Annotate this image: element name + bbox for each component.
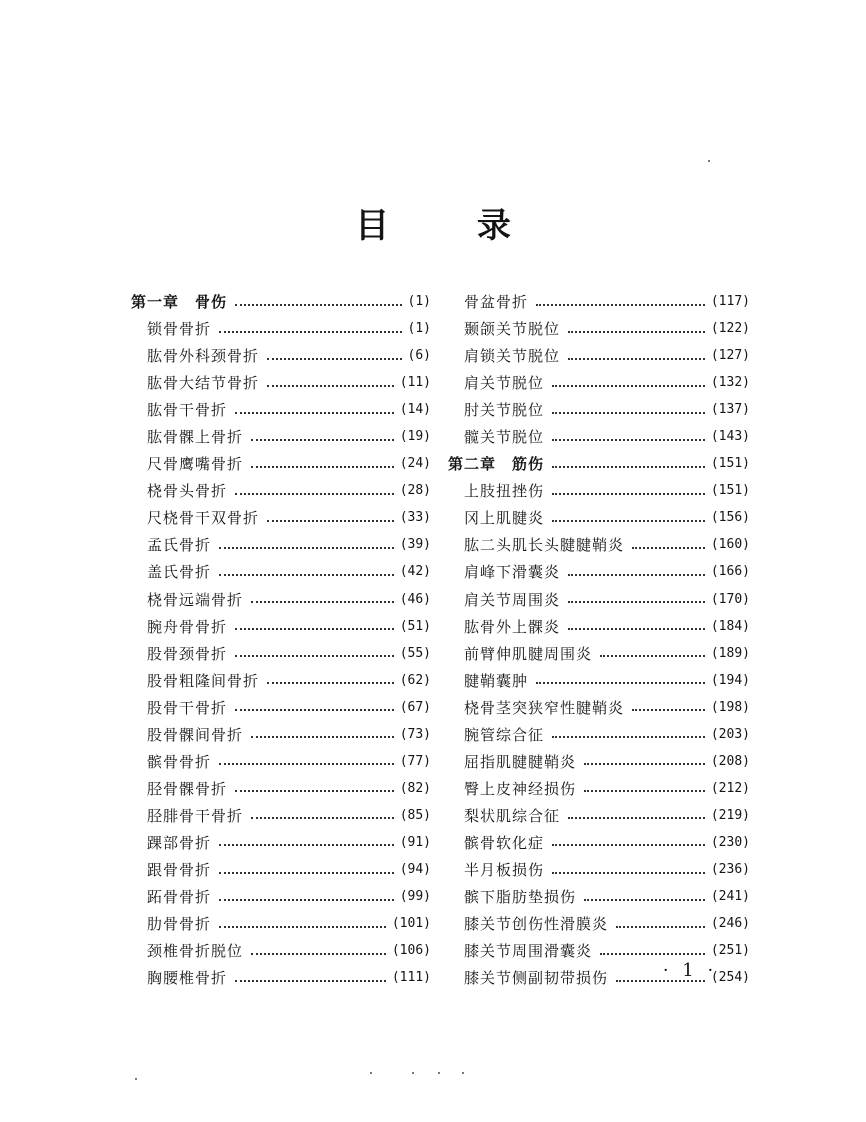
toc-entry[interactable]	[131, 450, 431, 477]
dot-leader	[632, 709, 705, 711]
dot-leader	[235, 709, 394, 711]
toc-entry[interactable]	[448, 829, 750, 856]
toc-entry-page: (106)	[391, 943, 431, 959]
toc-entry[interactable]	[131, 342, 431, 369]
toc-entry-label: 胸腰椎骨折	[147, 969, 228, 988]
toc-entry[interactable]	[448, 531, 750, 558]
dot-leader	[219, 899, 394, 901]
scan-speck	[462, 1072, 464, 1074]
dot-leader	[219, 547, 394, 549]
toc-entry[interactable]	[448, 721, 750, 748]
toc-entry-page: (91)	[399, 834, 431, 850]
toc-entry-page: (62)	[399, 672, 431, 688]
dot-leader	[251, 817, 394, 819]
dot-leader	[568, 628, 705, 630]
toc-entry-label: 盖氏骨折	[147, 563, 212, 582]
toc-entry-page: (101)	[391, 916, 431, 932]
toc-entry-label: 股骨髁间骨折	[147, 725, 244, 744]
toc-entry[interactable]	[131, 640, 431, 667]
toc-entry-label: 肱骨大结节骨折	[147, 374, 260, 393]
dot-leader	[235, 790, 394, 792]
toc-right-column	[448, 288, 750, 991]
dot-leader	[616, 926, 705, 928]
dot-leader	[235, 493, 394, 495]
toc-entry-page: (82)	[399, 780, 431, 796]
toc-entry-label: 肘关节脱位	[464, 401, 545, 420]
toc-entry[interactable]	[131, 964, 431, 991]
toc-entry-page: (122)	[710, 321, 750, 337]
toc-entry-label: 股骨粗隆间骨折	[147, 671, 260, 690]
toc-entry[interactable]	[448, 423, 750, 450]
toc-entry-page: (203)	[710, 726, 750, 742]
dot-leader	[552, 466, 705, 468]
toc-entry-label: 跖骨骨折	[147, 888, 212, 907]
toc-entry[interactable]	[131, 694, 431, 721]
dot-leader	[235, 412, 394, 414]
dot-leader	[568, 331, 705, 333]
dot-leader	[600, 953, 705, 955]
toc-entry-page: (55)	[399, 645, 431, 661]
toc-entry[interactable]	[448, 910, 750, 937]
toc-entry-label: 第二章 筋伤	[448, 455, 545, 474]
toc-entry-page: (67)	[399, 699, 431, 715]
toc-entry-label: 尺桡骨干双骨折	[147, 509, 260, 528]
toc-chapter-entry[interactable]	[131, 288, 431, 315]
toc-entry-label: 腱鞘囊肿	[464, 671, 529, 690]
dot-leader	[235, 304, 402, 306]
dot-leader	[235, 655, 394, 657]
page-title: 目 录	[355, 206, 549, 246]
toc-entry-label: 髌骨骨折	[147, 752, 212, 771]
toc-entry-page: (19)	[399, 429, 431, 445]
toc-entry-page: (212)	[710, 780, 750, 796]
toc-entry-page: (117)	[710, 294, 750, 310]
toc-entry-label: 尺骨鹰嘴骨折	[147, 455, 244, 474]
toc-entry[interactable]	[131, 937, 431, 964]
toc-entry-label: 髋关节脱位	[464, 428, 545, 447]
toc-entry[interactable]	[448, 775, 750, 802]
toc-entry-label: 膝关节周围滑囊炎	[464, 942, 593, 961]
dot-leader	[584, 790, 705, 792]
toc-entry[interactable]	[448, 477, 750, 504]
toc-entry-label: 膝关节创伤性滑膜炎	[464, 915, 609, 934]
toc-entry-page: (33)	[399, 510, 431, 526]
toc-entry-page: (160)	[710, 537, 750, 553]
toc-entry[interactable]	[131, 721, 431, 748]
toc-entry-label: 髌下脂肪垫损伤	[464, 888, 577, 907]
dot-leader	[536, 304, 705, 306]
toc-entry-label: 桡骨远端骨折	[147, 590, 244, 609]
toc-entry-label: 桡骨头骨折	[147, 482, 228, 501]
toc-entry[interactable]	[131, 504, 431, 531]
toc-entry-page: (219)	[710, 807, 750, 823]
toc-entry-page: (11)	[399, 375, 431, 391]
toc-entry-page: (143)	[710, 429, 750, 445]
toc-entry[interactable]	[448, 558, 750, 585]
page-number: · 1 ·	[662, 960, 718, 981]
dot-leader	[600, 655, 705, 657]
toc-entry[interactable]	[131, 802, 431, 829]
toc-entry-label: 臀上皮神经损伤	[464, 779, 577, 798]
toc-entry-page: (251)	[710, 943, 750, 959]
toc-entry-label: 跟骨骨折	[147, 861, 212, 879]
toc-entry-page: (73)	[399, 726, 431, 742]
toc-entry-label: 孟氏骨折	[147, 536, 212, 555]
toc-entry-label: 胫骨髁骨折	[147, 779, 228, 798]
toc-entry-label: 膝关节侧副韧带损伤	[464, 969, 609, 988]
toc-entry[interactable]	[131, 883, 431, 910]
toc-entry-page: (39)	[399, 537, 431, 553]
toc-entry[interactable]	[448, 504, 750, 531]
dot-leader	[251, 736, 394, 738]
dot-leader	[251, 601, 394, 603]
toc-entry-label: 肱骨髁上骨折	[147, 428, 244, 447]
toc-entry[interactable]	[448, 856, 750, 883]
dot-leader	[235, 980, 386, 982]
toc-entry-page: (1)	[407, 294, 431, 310]
toc-chapter-entry[interactable]	[448, 450, 750, 477]
toc-entry-page: (236)	[710, 862, 750, 877]
dot-leader	[251, 439, 394, 441]
toc-entry[interactable]	[448, 315, 750, 342]
toc-entry[interactable]	[131, 667, 431, 694]
toc-entry-label: 梨状肌综合征	[464, 806, 561, 825]
toc-entry-page: (151)	[710, 456, 750, 472]
toc-entry-page: (151)	[710, 483, 750, 499]
toc-entry-page: (46)	[399, 591, 431, 607]
toc-entry[interactable]	[448, 613, 750, 640]
toc-entry-label: 颞颌关节脱位	[464, 320, 561, 339]
toc-entry[interactable]	[131, 558, 431, 585]
scan-speck	[708, 160, 710, 162]
scan-speck	[438, 1072, 440, 1074]
toc-entry[interactable]	[131, 586, 431, 613]
dot-leader	[219, 331, 402, 333]
toc-entry-label: 胫腓骨干骨折	[147, 806, 244, 825]
toc-entry-label: 肋骨骨折	[147, 915, 212, 934]
dot-leader	[267, 682, 394, 684]
toc-entry-label: 腕舟骨骨折	[147, 617, 228, 636]
toc-entry-label: 冈上肌腱炎	[464, 509, 545, 528]
toc-entry-page: (42)	[399, 564, 431, 580]
toc-entry-label: 肱骨外科颈骨折	[147, 347, 260, 366]
dot-leader	[267, 358, 402, 360]
toc-entry-page: (137)	[710, 402, 750, 418]
toc-entry-page: (94)	[399, 862, 431, 877]
dot-leader	[568, 601, 705, 603]
toc-entry-page: (127)	[710, 348, 750, 364]
toc-entry-page: (1)	[407, 321, 431, 337]
toc-entry-page: (51)	[399, 618, 431, 634]
dot-leader	[552, 872, 705, 874]
toc-entry[interactable]	[448, 369, 750, 396]
toc-entry-label: 上肢扭挫伤	[464, 482, 545, 501]
toc-entry-label: 股骨颈骨折	[147, 644, 228, 663]
toc-entry-page: (132)	[710, 375, 750, 391]
toc-entry[interactable]	[131, 910, 431, 937]
toc-entry-label: 前臂伸肌腱周围炎	[464, 644, 593, 663]
toc-entry-label: 肩锁关节脱位	[464, 347, 561, 366]
toc-entry[interactable]	[131, 829, 431, 856]
toc-entry-page: (6)	[407, 348, 431, 364]
toc-entry[interactable]	[131, 315, 431, 342]
toc-entry-label: 锁骨骨折	[147, 320, 212, 339]
dot-leader	[552, 439, 705, 441]
toc-entry[interactable]	[448, 748, 750, 775]
toc-entry-label: 肱骨外上髁炎	[464, 617, 561, 636]
toc-entry[interactable]	[448, 802, 750, 829]
dot-leader	[219, 763, 394, 765]
toc-entry-page: (85)	[399, 807, 431, 823]
toc-entry-page: (24)	[399, 456, 431, 472]
toc-entry[interactable]	[448, 396, 750, 423]
dot-leader	[219, 574, 394, 576]
toc-entry-label: 踝部骨折	[147, 833, 212, 852]
toc-entry-page: (14)	[399, 402, 431, 418]
scan-speck	[370, 1072, 372, 1074]
scan-speck	[412, 1072, 414, 1074]
toc-entry[interactable]	[131, 613, 431, 640]
toc-entry-page: (254)	[710, 970, 750, 986]
toc-entry[interactable]	[131, 748, 431, 775]
toc-entry-label: 腕管综合征	[464, 725, 545, 744]
dot-leader	[267, 385, 394, 387]
toc-entry-label: 髌骨软化症	[464, 833, 545, 852]
toc-entry-label: 肩关节周围炎	[464, 590, 561, 609]
toc-entry-label: 第一章 骨伤	[131, 293, 228, 312]
toc-entry[interactable]	[131, 477, 431, 504]
dot-leader	[219, 926, 386, 928]
toc-entry-page: (166)	[710, 564, 750, 580]
toc-entry-page: (189)	[710, 645, 750, 661]
dot-leader	[584, 763, 705, 765]
toc-entry-page: (194)	[710, 672, 750, 688]
toc-entry[interactable]	[448, 640, 750, 667]
toc-entry[interactable]	[131, 369, 431, 396]
dot-leader	[552, 493, 705, 495]
toc-entry-label: 颈椎骨折脱位	[147, 942, 244, 961]
toc-entry-label: 股骨干骨折	[147, 698, 228, 717]
dot-leader	[568, 574, 705, 576]
toc-entry-label: 屈指肌腱腱鞘炎	[464, 752, 577, 771]
toc-entry-page: (230)	[710, 834, 750, 850]
dot-leader	[632, 547, 705, 549]
dot-leader	[251, 953, 386, 955]
dot-leader	[251, 466, 394, 468]
toc-entry-label: 半月板损伤	[464, 861, 545, 879]
toc-entry[interactable]	[448, 667, 750, 694]
toc-entry-page: (170)	[710, 591, 750, 607]
toc-entry-label: 肱骨干骨折	[147, 401, 228, 420]
dot-leader	[267, 520, 394, 522]
dot-leader	[552, 412, 705, 414]
toc-entry-page: (111)	[391, 970, 431, 986]
toc-entry[interactable]	[448, 288, 750, 315]
toc-left-column	[131, 288, 431, 991]
dot-leader	[568, 817, 705, 819]
dot-leader	[552, 736, 705, 738]
toc-entry-label: 肱二头肌长头腱腱鞘炎	[464, 536, 625, 555]
toc-entry[interactable]	[131, 775, 431, 802]
toc-entry-page: (184)	[710, 618, 750, 634]
toc-entry[interactable]	[448, 586, 750, 613]
toc-entry-page: (198)	[710, 699, 750, 715]
toc-entry-page: (241)	[710, 889, 750, 905]
dot-leader	[219, 872, 394, 874]
toc-entry-page: (156)	[710, 510, 750, 526]
toc-entry[interactable]	[131, 856, 431, 883]
toc-entry[interactable]	[448, 694, 750, 721]
toc-entry[interactable]	[131, 423, 431, 450]
toc-entry-label: 骨盆骨折	[464, 293, 529, 312]
toc-entry-label: 肩关节脱位	[464, 374, 545, 393]
scan-speck	[135, 1078, 137, 1080]
dot-leader	[552, 520, 705, 522]
toc-entry[interactable]	[448, 883, 750, 910]
toc-entry[interactable]	[131, 531, 431, 558]
dot-leader	[568, 358, 705, 360]
toc-entry-label: 肩峰下滑囊炎	[464, 563, 561, 582]
toc-entry-page: (208)	[710, 753, 750, 769]
toc-entry-page: (77)	[399, 753, 431, 769]
dot-leader	[235, 628, 394, 630]
dot-leader	[536, 682, 705, 684]
dot-leader	[552, 385, 705, 387]
toc-entry-page: (28)	[399, 483, 431, 499]
toc-entry-page: (99)	[399, 889, 431, 905]
toc-entry-page: (246)	[710, 916, 750, 932]
toc-entry[interactable]	[131, 396, 431, 423]
dot-leader	[552, 844, 705, 846]
dot-leader	[219, 844, 394, 846]
toc-entry[interactable]	[448, 342, 750, 369]
dot-leader	[584, 899, 705, 901]
toc-entry-label: 桡骨茎突狭窄性腱鞘炎	[464, 698, 625, 717]
